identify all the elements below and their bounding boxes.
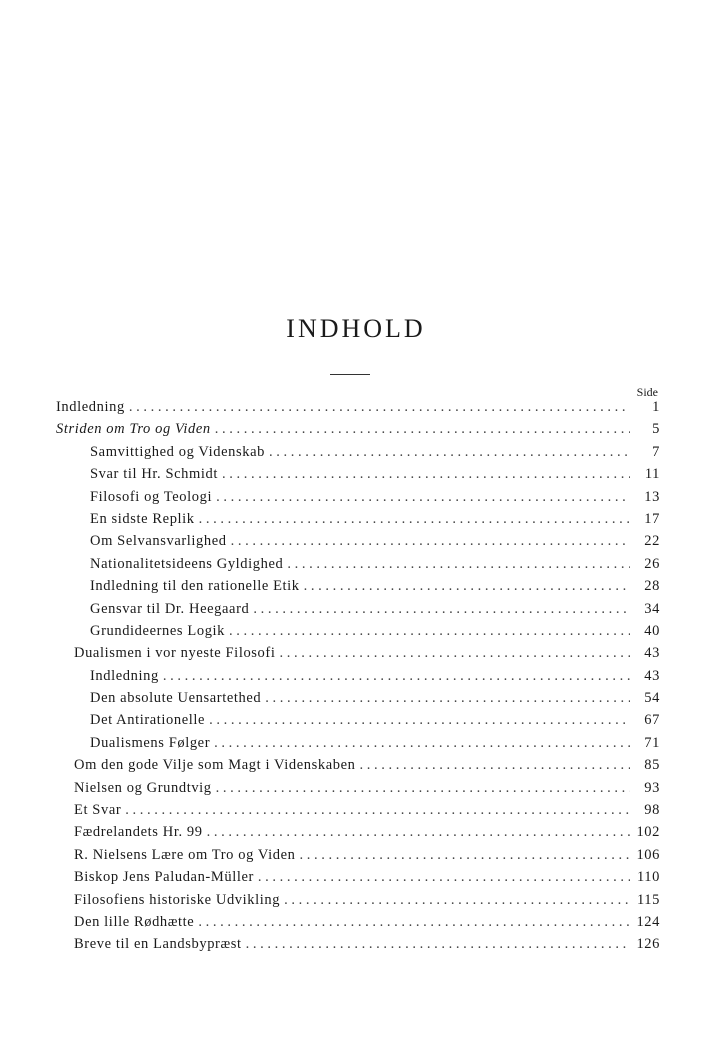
toc-entry — [56, 466, 660, 488]
toc-entry — [56, 757, 660, 779]
toc-entry-title: Indledning til den rationelle Etik — [90, 578, 300, 595]
toc-entry — [56, 623, 660, 645]
dot-leader — [258, 869, 630, 886]
dot-leader — [265, 690, 630, 707]
dot-leader — [304, 578, 630, 595]
toc-entry-page-number: 5 — [652, 421, 660, 438]
toc-entry — [56, 668, 660, 690]
toc-entry — [56, 780, 660, 802]
toc-entry-title: Biskop Jens Paludan-Müller — [74, 869, 254, 886]
toc-entry-page-number: 26 — [644, 555, 660, 572]
toc-entry-title: Dualismen i vor nyeste Filosofi — [74, 645, 276, 662]
toc-entry — [56, 892, 660, 914]
toc-entry-page-number: 40 — [644, 622, 660, 639]
toc-entry-title: Grundideernes Logik — [90, 622, 226, 639]
toc-entry — [56, 556, 660, 578]
toc-entry — [56, 533, 660, 555]
toc-entry-title: Filosofiens historiske Udvikling — [74, 891, 281, 908]
toc-entry-page-number: 13 — [644, 488, 660, 505]
dot-leader — [216, 489, 630, 506]
toc-entry-page-number: 98 — [644, 802, 660, 819]
toc-entry — [56, 690, 660, 712]
toc-entry — [56, 601, 660, 623]
toc-entry-title: Striden om Tro og Viden — [56, 421, 211, 438]
toc-entry-title: R. Nielsens Lære om Tro og Viden — [74, 846, 296, 863]
toc-entry-page-number: 115 — [636, 891, 660, 908]
toc-entry-title: Svar til Hr. Schmidt — [90, 466, 218, 483]
table-of-contents — [56, 399, 660, 959]
toc-entry-page-number: 71 — [644, 734, 660, 751]
toc-entry-title: Den lille Rødhætte — [74, 913, 195, 930]
dot-leader — [129, 399, 630, 416]
toc-entry — [56, 399, 660, 421]
toc-entry-page-number: 43 — [644, 645, 660, 662]
page-title: INDHOLD — [286, 314, 426, 343]
toc-entry-page-number: 28 — [644, 578, 660, 595]
toc-entry-page-number: 54 — [644, 690, 660, 707]
dot-leader — [215, 421, 630, 438]
toc-entry-title: Om Selvansvarlighed — [90, 533, 227, 550]
toc-entry-page-number: 22 — [644, 533, 660, 550]
dot-leader — [222, 466, 630, 483]
toc-entry — [56, 645, 660, 667]
toc-entry — [56, 489, 660, 511]
dot-leader — [269, 444, 630, 461]
toc-entry-page-number: 102 — [636, 824, 660, 841]
toc-entry-page-number: 11 — [644, 466, 660, 483]
toc-entry — [56, 444, 660, 466]
toc-entry-title: Breve til en Landsbypræst — [74, 936, 242, 953]
toc-entry-page-number: 34 — [644, 600, 660, 617]
toc-entry-title: Gensvar til Dr. Heegaard — [90, 600, 250, 617]
toc-entry-title: Den absolute Uensartethed — [90, 690, 262, 707]
toc-entry — [56, 511, 660, 533]
toc-entry-title: Om den gode Vilje som Magt i Videnskaben — [74, 757, 356, 774]
toc-entry-page-number: 110 — [636, 869, 660, 886]
toc-entry-page-number: 7 — [652, 443, 660, 460]
toc-entry — [56, 847, 660, 869]
toc-entry — [56, 712, 660, 734]
toc-entry — [56, 421, 660, 443]
dot-leader — [359, 757, 630, 774]
toc-entry-title: Det Antirationelle — [90, 712, 206, 729]
toc-entry — [56, 869, 660, 891]
toc-entry-page-number: 17 — [644, 510, 660, 527]
toc-entry-page-number: 106 — [636, 846, 660, 863]
dot-leader — [253, 601, 630, 618]
dot-leader — [279, 645, 630, 662]
toc-entry-title: Et Svar — [74, 802, 122, 819]
toc-entry — [56, 914, 660, 936]
dot-leader — [163, 668, 630, 685]
dot-leader — [246, 936, 630, 953]
toc-entry — [56, 824, 660, 846]
toc-entry-title: Nielsen og Grundtvig — [74, 779, 212, 796]
toc-entry-page-number: 126 — [636, 936, 660, 953]
toc-entry-title: Dualismens Følger — [90, 734, 211, 751]
title-divider — [330, 374, 370, 375]
dot-leader — [216, 780, 630, 797]
toc-entry — [56, 936, 660, 958]
toc-entry-page-number: 43 — [644, 667, 660, 684]
toc-entry-page-number: 93 — [644, 779, 660, 796]
dot-leader — [198, 914, 630, 931]
toc-entry-title: Fædrelandets Hr. 99 — [74, 824, 203, 841]
toc-entry-title: Filosofi og Teologi — [90, 488, 213, 505]
toc-entry-title: En sidste Replik — [90, 510, 195, 527]
page-column-label: Side — [636, 385, 658, 399]
dot-leader — [214, 735, 630, 752]
toc-entry-page-number: 124 — [636, 913, 660, 930]
dot-leader — [231, 533, 630, 550]
toc-entry-title: Samvittighed og Videnskab — [90, 443, 265, 460]
dot-leader — [125, 802, 630, 819]
dot-leader — [207, 824, 630, 841]
toc-entry-title: Nationalitetsideens Gyldighed — [90, 555, 284, 572]
dot-leader — [287, 556, 630, 573]
toc-entry — [56, 735, 660, 757]
dot-leader — [199, 511, 630, 528]
toc-entry-page-number: 85 — [644, 757, 660, 774]
toc-entry-page-number: 67 — [644, 712, 660, 729]
toc-entry — [56, 578, 660, 600]
dot-leader — [229, 623, 630, 640]
dot-leader — [299, 847, 630, 864]
toc-entry-title: Indledning — [90, 667, 159, 684]
dot-leader — [209, 712, 630, 729]
dot-leader — [284, 892, 630, 909]
toc-entry — [56, 802, 660, 824]
toc-entry-title: Indledning — [56, 399, 125, 415]
toc-entry-page-number: 1 — [652, 399, 660, 415]
